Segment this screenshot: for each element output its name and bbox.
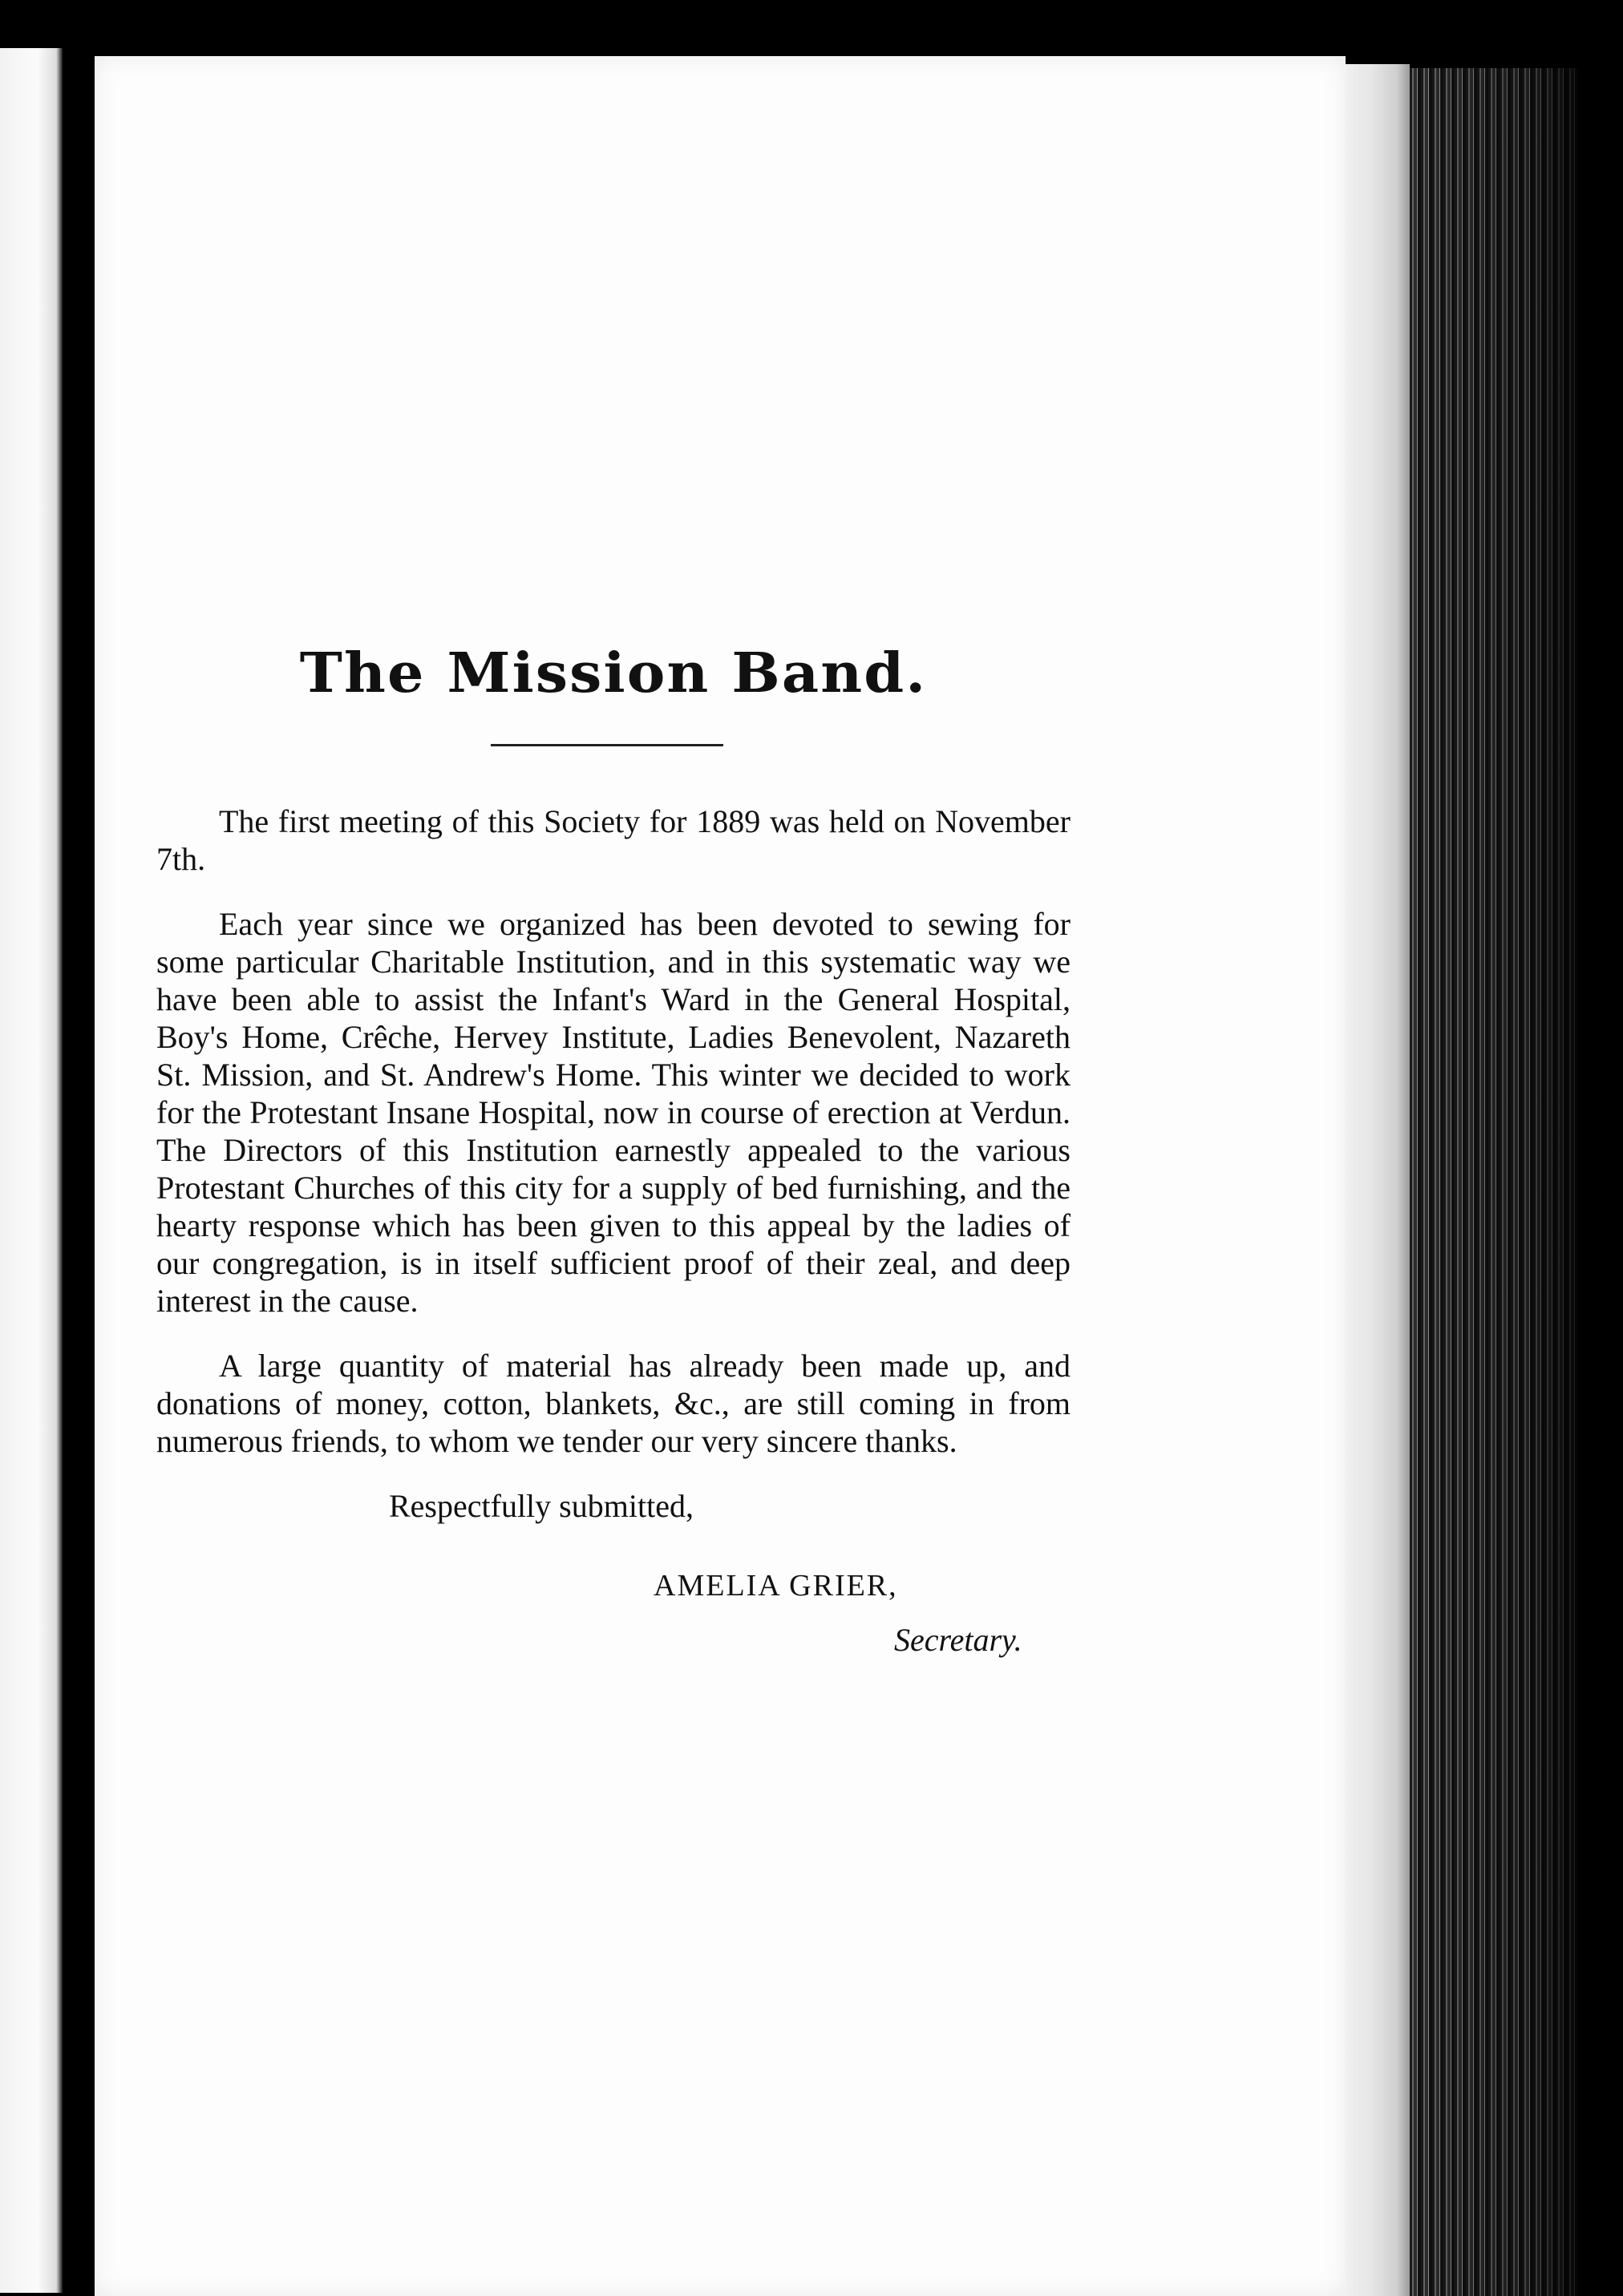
paragraph-1: The first meeting of this Society for 1889 was held on November 7th. [156, 803, 1071, 877]
paragraph-2: Each year since we organized has been devoted to sewing for some particular Charitable Institution, and in this systematic way we have been able to assist the Infant's Ward in the General Hospital, Boy's Home, Crêche, Hervey Institute, Ladies Benevolent, Nazareth St. Mission, and St. Andrew's Home. This winter we decided to work for the Protestant Insane Hospital, now in course of erection at Verdun. The Directors of this Institution earnestly appealed to the various Protestant Churches of this city for a supply of bed furnishing, and the hearty response which has been given to this appeal by the ladies of our congregation, is in itself sufficient proof of their zeal, and deep interest in the cause. [156, 906, 1071, 1319]
page-content [156, 641, 1071, 1659]
page-gutter-shadow [1346, 64, 1410, 2296]
signature-name: AMELIA GRIER, [654, 1569, 898, 1603]
page-title: The Mission Band. [299, 641, 928, 705]
title-divider [491, 744, 723, 746]
left-page-edge [0, 48, 63, 2293]
signature-role: Secretary. [894, 1622, 1022, 1658]
closing-line: Respectfully submitted, [389, 1488, 694, 1524]
page-stack-shadow [1410, 68, 1578, 2296]
paragraph-3: A large quantity of material has already been made up, and donations of money, cotton, blankets, &c., are still coming in from numerous friends, to whom we tender our very sincere thanks. [156, 1348, 1071, 1459]
